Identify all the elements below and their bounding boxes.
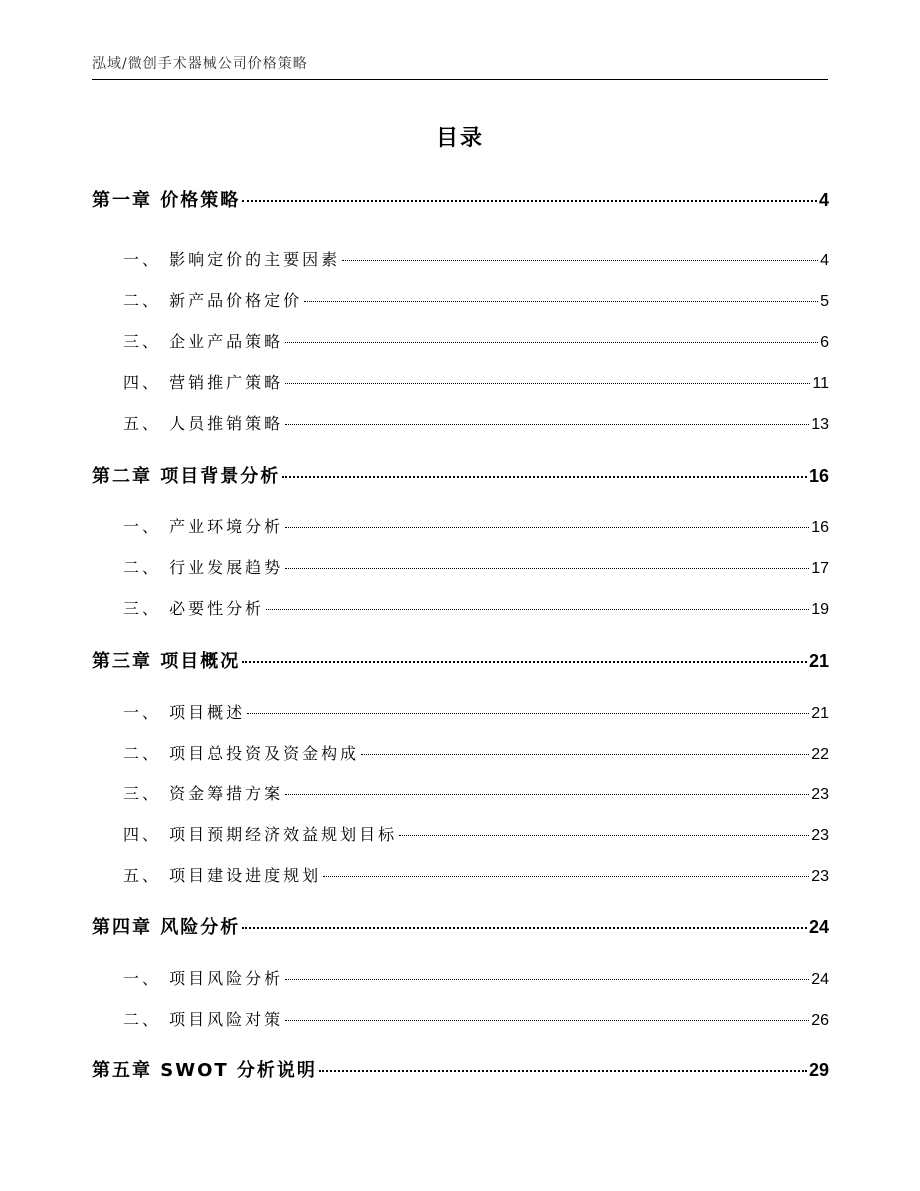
dot-leader	[342, 259, 818, 261]
toc-section[interactable]	[92, 411, 829, 434]
toc-section[interactable]	[92, 741, 829, 764]
toc-page-number: 24	[811, 971, 829, 988]
dot-leader	[361, 753, 809, 755]
toc-page-number: 21	[808, 651, 829, 671]
toc-page-number: 16	[811, 519, 829, 536]
toc-entry-label: 第三章 项目概况	[92, 651, 241, 672]
toc-page-number: 29	[808, 1060, 829, 1080]
toc-page-number: 11	[812, 375, 829, 392]
toc-entry-label: 一、 产业环境分析	[123, 517, 284, 536]
dot-leader	[285, 341, 818, 343]
toc-section[interactable]	[92, 555, 829, 578]
toc-page-number: 23	[811, 827, 829, 844]
toc-section[interactable]	[92, 966, 829, 989]
toc-chapter-5[interactable]	[92, 1056, 829, 1082]
dot-leader	[285, 978, 809, 980]
toc-page-number: 6	[820, 334, 829, 351]
toc-chapter-2[interactable]	[92, 462, 829, 488]
running-header: 泓域/微创手术器械公司价格策略	[92, 56, 308, 72]
toc-entry-label: 二、 新产品价格定价	[123, 291, 303, 310]
toc-entry-label: 五、 人员推销策略	[123, 414, 284, 433]
toc-section[interactable]	[92, 288, 829, 311]
toc-page-number: 5	[820, 293, 829, 310]
toc-chapter-3[interactable]	[92, 647, 829, 673]
toc-page-number: 4	[820, 252, 829, 269]
toc-entry-label: 四、 项目预期经济效益规划目标	[123, 825, 398, 844]
toc-section[interactable]	[92, 329, 829, 352]
toc-page-number: 13	[811, 416, 829, 433]
dot-leader	[319, 1069, 807, 1072]
dot-leader	[285, 423, 809, 425]
toc-section[interactable]	[92, 700, 829, 723]
toc-page-number: 23	[811, 786, 829, 803]
header-rule	[92, 79, 828, 80]
toc-chapter-4[interactable]	[92, 913, 829, 939]
toc-page-number: 26	[811, 1012, 829, 1029]
toc-entry-label: 二、 项目风险对策	[123, 1010, 284, 1029]
toc-page-number: 24	[808, 917, 829, 937]
toc-title: 目录	[435, 126, 484, 151]
toc-entry-label: 五、 项目建设进度规划	[123, 866, 322, 885]
dot-leader	[285, 1019, 809, 1021]
dot-leader	[285, 526, 809, 528]
dot-leader	[285, 567, 809, 569]
dot-leader	[266, 608, 809, 610]
toc-page-number: 17	[811, 560, 829, 577]
toc-entry-label: 第五章 SWOT 分析说明	[92, 1060, 317, 1081]
dot-leader	[242, 660, 807, 663]
dot-leader	[399, 834, 809, 836]
toc-entry-label: 第四章 风险分析	[92, 917, 241, 938]
toc-entry-label: 一、 项目风险分析	[123, 969, 284, 988]
toc-section[interactable]	[92, 822, 829, 845]
toc-section[interactable]	[92, 863, 829, 886]
dot-leader	[242, 199, 817, 202]
dot-leader	[323, 875, 809, 877]
toc-entry-label: 三、 企业产品策略	[123, 332, 284, 351]
toc-page-number: 19	[811, 601, 829, 618]
toc-chapter-1[interactable]	[92, 186, 829, 212]
toc-section[interactable]	[92, 247, 829, 270]
toc-entry-label: 第一章 价格策略	[92, 190, 241, 211]
dot-leader	[242, 926, 807, 929]
toc-page-number: 22	[811, 746, 829, 763]
toc-entry-label: 三、 资金筹措方案	[123, 784, 284, 803]
toc-entry-label: 一、 项目概述	[123, 703, 246, 722]
toc-section[interactable]	[92, 1007, 829, 1030]
dot-leader	[285, 382, 810, 384]
toc-entry-label: 二、 行业发展趋势	[123, 558, 284, 577]
toc-page-number: 4	[818, 190, 829, 210]
toc-section[interactable]	[92, 596, 829, 619]
toc-entry-label: 一、 影响定价的主要因素	[123, 250, 341, 269]
toc-page-number: 23	[811, 868, 829, 885]
toc-section[interactable]	[92, 514, 829, 537]
toc-page-number: 21	[811, 705, 829, 722]
toc-page-number: 16	[808, 466, 829, 486]
toc-section[interactable]	[92, 370, 829, 393]
toc-entry-label: 二、 项目总投资及资金构成	[123, 744, 360, 763]
dot-leader	[285, 793, 809, 795]
toc-entry-label: 四、 营销推广策略	[123, 373, 284, 392]
toc-section[interactable]	[92, 781, 829, 804]
dot-leader	[282, 475, 807, 478]
dot-leader	[247, 712, 809, 714]
toc-entry-label: 第二章 项目背景分析	[92, 466, 281, 487]
toc-entry-label: 三、 必要性分析	[123, 599, 265, 618]
dot-leader	[304, 300, 818, 302]
